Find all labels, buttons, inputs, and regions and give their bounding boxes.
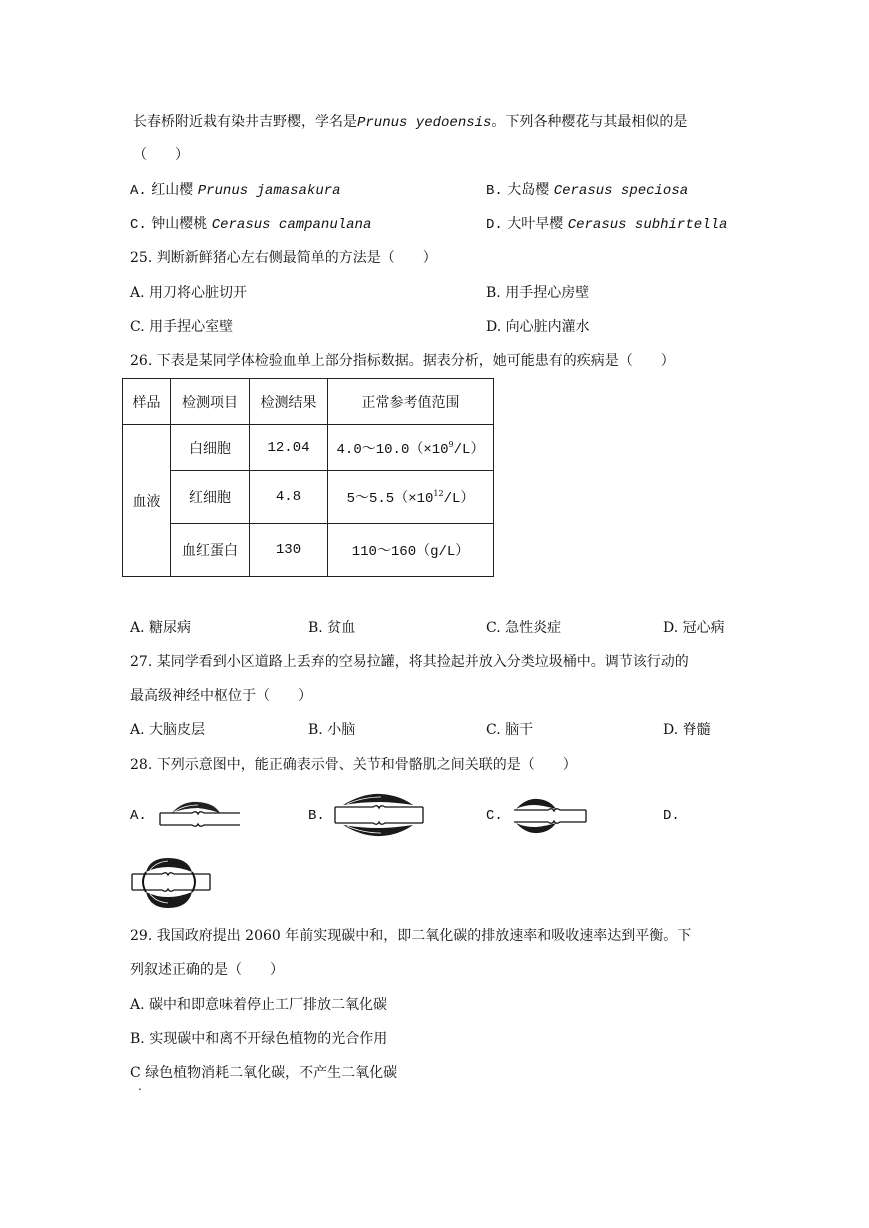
q24-stem-line1 xyxy=(133,112,687,133)
q29-option-b[interactable]: B. 实现碳中和离不开绿色植物的光合作用 xyxy=(130,1031,388,1047)
item-cell: 血红蛋白 xyxy=(171,524,250,577)
option-latin: Prunus jamasakura xyxy=(197,183,341,199)
q28-option-d-letter[interactable]: D. xyxy=(663,808,680,824)
table-row xyxy=(123,471,494,524)
q24-stem-text-a: 长春桥附近栽有染井吉野樱，学名是 xyxy=(133,114,357,130)
item-cell: 白细胞 xyxy=(171,425,250,471)
table-header-cell: 检测项目 xyxy=(171,379,250,425)
q27-option-a[interactable]: A. 大脑皮层 xyxy=(130,722,206,738)
range-text: 5～5.5（×10 xyxy=(346,491,434,507)
joint-diagram-c[interactable] xyxy=(512,797,588,835)
q24-option-b[interactable] xyxy=(486,180,688,201)
table-row xyxy=(123,524,494,577)
q26-option-a[interactable]: A. 糖尿病 xyxy=(130,620,192,636)
option-letter: C. xyxy=(130,217,147,233)
sample-cell: 血液 xyxy=(123,425,171,577)
q24-option-c[interactable] xyxy=(130,214,371,235)
option-letter: D. xyxy=(486,217,503,233)
item-cell: 红细胞 xyxy=(171,471,250,524)
q26-option-d[interactable]: D. 冠心病 xyxy=(663,620,725,636)
q26-option-b[interactable]: B. 贫血 xyxy=(308,620,356,636)
q28-stem: 28. 下列示意图中，能正确表示骨、关节和骨骼肌之间关联的是（ ） xyxy=(130,757,577,773)
joint-diagram-d[interactable] xyxy=(130,856,212,910)
result-cell: 12.04 xyxy=(250,425,328,471)
range-cell xyxy=(328,425,494,471)
q27-stem-line2: 最高级神经中枢位于（ ） xyxy=(130,688,312,704)
option-letter: A. xyxy=(130,183,147,199)
q28-option-b-letter[interactable]: B. xyxy=(308,808,325,824)
option-cn: 大岛樱 xyxy=(507,182,550,198)
q24-latin-name: Prunus yedoensis xyxy=(357,115,492,131)
range-unit: /L） xyxy=(453,441,485,458)
q24-stem-text-b: 。下列各种樱花与其最相似的是 xyxy=(491,114,688,130)
q25-option-d[interactable]: D. 向心脏内灌水 xyxy=(486,319,590,335)
q28-option-a-letter[interactable]: A. xyxy=(130,808,147,824)
range-text: 110～160（g/L） xyxy=(351,544,470,560)
option-cn: 红山樱 xyxy=(151,182,194,198)
option-latin: Cerasus speciosa xyxy=(553,183,689,199)
range-cell xyxy=(328,524,494,577)
q29-stem-line2: 列叙述正确的是（ ） xyxy=(130,962,284,978)
q27-option-c[interactable]: C. 脑干 xyxy=(486,722,534,738)
blood-test-table xyxy=(122,378,494,577)
stray-mark: . xyxy=(138,1079,142,1093)
range-unit: /L） xyxy=(443,491,475,507)
q25-option-a[interactable]: A. 用刀将心脏切开 xyxy=(130,285,248,301)
q29-stem-line1: 29. 我国政府提出 2060 年前实现碳中和，即二氧化碳的排放速率和吸收速率达到平衡。下 xyxy=(130,928,692,944)
option-cn: 大叶早樱 xyxy=(507,216,564,232)
q26-stem: 26. 下表是某同学体检验血单上部分指标数据。据表分析，她可能患有的疾病是（ ） xyxy=(130,353,675,369)
table-header-row xyxy=(123,379,494,425)
q25-stem: 25. 判断新鲜猪心左右侧最简单的方法是（ ） xyxy=(130,250,437,266)
q24-option-a[interactable] xyxy=(130,180,341,201)
table-row xyxy=(123,425,494,471)
option-letter: B. xyxy=(486,183,503,199)
q25-option-c[interactable]: C. 用手捏心室壁 xyxy=(130,319,234,335)
q27-option-b[interactable]: B. 小脑 xyxy=(308,722,356,738)
option-cn: 钟山樱桃 xyxy=(151,216,208,232)
q24-stem-line2: （ ） xyxy=(133,147,189,163)
q29-option-a[interactable]: A. 碳中和即意味着停止工厂排放二氧化碳 xyxy=(130,997,388,1013)
table-header-cell: 正常参考值范围 xyxy=(328,379,494,425)
range-exponent: 12 xyxy=(433,489,444,498)
range-cell xyxy=(328,471,494,524)
q25-option-b[interactable]: B. 用手捏心房壁 xyxy=(486,285,590,301)
joint-diagram-b[interactable] xyxy=(333,793,425,837)
result-cell: 4.8 xyxy=(250,471,328,524)
option-latin: Cerasus campanulana xyxy=(211,217,372,233)
q27-option-d[interactable]: D. 脊髓 xyxy=(663,722,711,738)
q26-option-c[interactable]: C. 急性炎症 xyxy=(486,620,562,636)
q24-option-d[interactable] xyxy=(486,214,727,235)
option-latin: Cerasus subhirtella xyxy=(567,217,728,233)
table-header-cell: 样品 xyxy=(123,379,171,425)
result-cell: 130 xyxy=(250,524,328,577)
q28-option-c-letter[interactable]: C. xyxy=(486,808,503,824)
range-text: 4.0～10.0（×10 xyxy=(336,441,449,458)
table-header-cell: 检测结果 xyxy=(250,379,328,425)
q27-stem-line1: 27. 某同学看到小区道路上丢弃的空易拉罐，将其捡起并放入分类垃圾桶中。调节该行动的 xyxy=(130,654,689,670)
q29-option-c[interactable]: C 绿色植物消耗二氧化碳，不产生二氧化碳 xyxy=(130,1065,398,1081)
joint-diagram-a[interactable] xyxy=(158,800,242,834)
range-exponent: 9 xyxy=(448,439,454,449)
